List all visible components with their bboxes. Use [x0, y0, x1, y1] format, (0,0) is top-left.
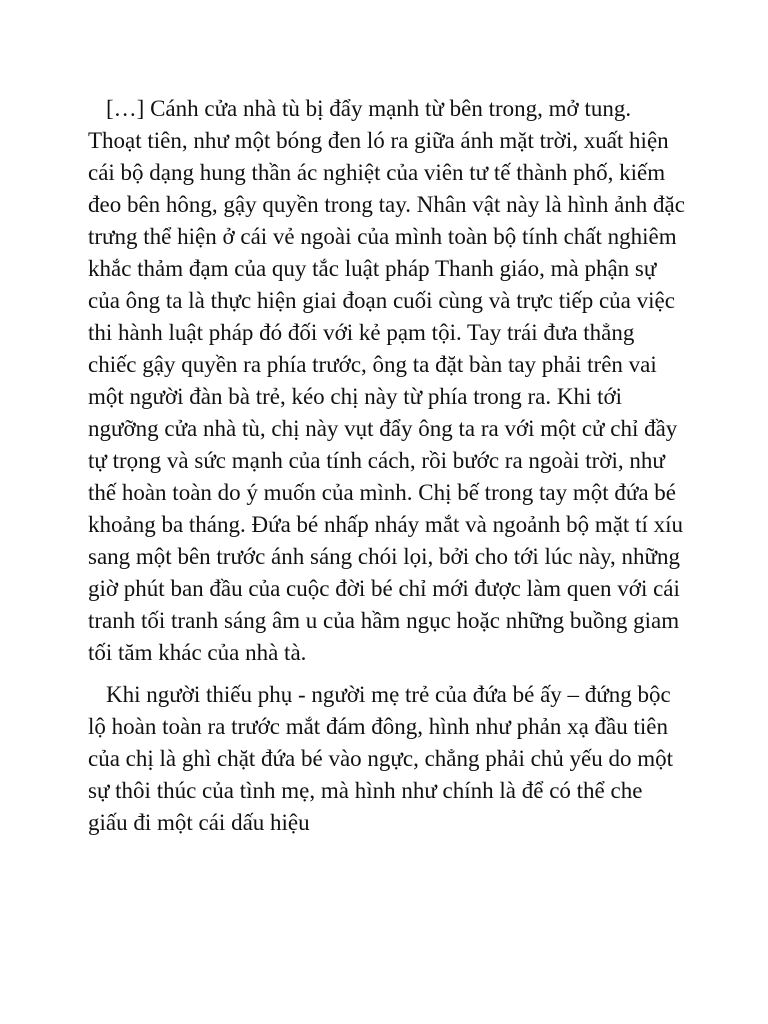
document-page [88, 93, 686, 839]
paragraph-1: […] Cánh cửa nhà tù bị đẩy mạnh từ bên trong, mở tung. Thoạt tiên, như một bóng đen ló ra giữa ánh mặt trời, xuất hiện cái bộ dạng hung thần ác nghiệt của viên tư tế thành phố, kiếm đeo bên hông, gậy quyền trong tay. Nhân vật này là hình ảnh đặc trưng thể hiện ở cái vẻ ngoài của mình toàn bộ tính chất nghiêm khắc thảm đạm của quy tắc luật pháp Thanh giáo, mà phận sự của ông ta là thực hiện giai đoạn cuối cùng và trực tiếp của việc thi hành luật pháp đó đối với kẻ pạm tội. Tay trái đưa thẳng chiếc gậy quyền ra phía trước, ông ta đặt bàn tay phải trên vai một người đàn bà trẻ, kéo chị này từ phía trong ra. Khi tới ngưỡng cửa nhà tù, chị này vụt đẩy ông ta ra với một cử chỉ đầy tự trọng và sức mạnh của tính cách, rồi bước ra ngoài trời, như thế hoàn toàn do ý muốn của mình. Chị bế trong tay một đứa bé khoảng ba tháng. Đứa bé nhấp nháy mắt và ngoảnh bộ mặt tí xíu sang một bên trước ánh sáng chói lọi, bởi cho tới lúc này, những giờ phút ban đầu của cuộc đời bé chỉ mới được làm quen với cái tranh tối tranh sáng âm u của hầm ngục hoặc những buồng giam tối tăm khác của nhà tà. [88, 96, 685, 665]
paragraph-2: Khi người thiếu phụ - người mẹ trẻ của đứa bé ấy – đứng bộc lộ hoàn toàn ra trước mắt đám đông, hình như phản xạ đầu tiên của chị là ghì chặt đứa bé vào ngực, chẳng phải chủ yếu do một sự thôi thúc của tình mẹ, mà hình như chính là để có thể che giấu đi một cái dấu hiệu [88, 682, 674, 835]
